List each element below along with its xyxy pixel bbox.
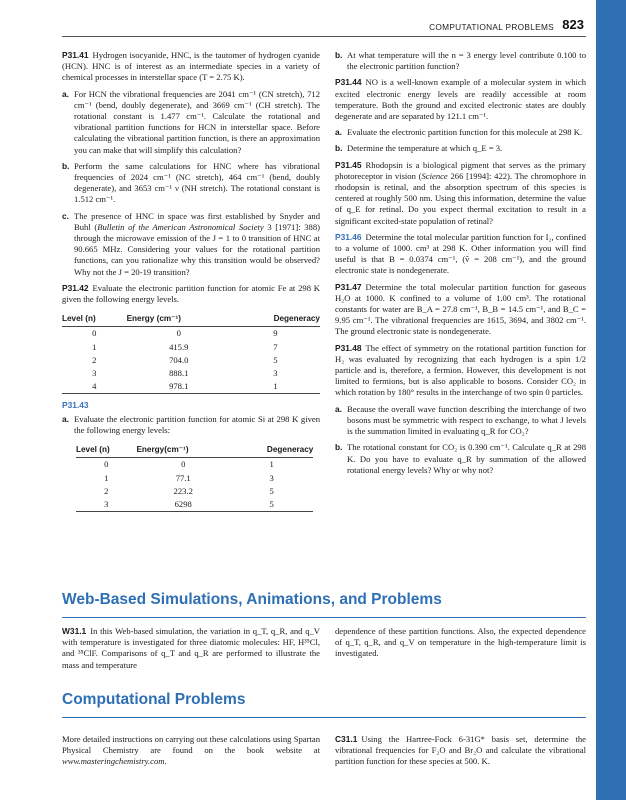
problem-number: P31.47	[335, 281, 362, 292]
subpart-c: c. The presence of HNC in space was first established by Snyder and Buhl (Bulletin of the American Astronomical Society 3 [1971]: 388) through the microwave emission of the J = 1 to 0 transition of HNC at 90.665 MHz. Considering your values for the rotational partition functions, can you rationalize why this transition would be observed? Why not the J = 20-19 transition?	[62, 210, 320, 277]
subpart-b: b. Determine the temperature at which q_E = 3.	[335, 143, 503, 154]
problem-p31-41	[62, 50, 320, 84]
problem-text: NO is a well-known example of a molecular system in which excited electronic energy levels are readily accessible at room temperature. Both the ground and excited electronic states are doubly degenerate and are separated by 121.1 cm⁻¹.	[335, 77, 586, 122]
problem-number: C31.1	[335, 734, 358, 744]
running-head: COMPUTATIONAL PROBLEMS	[429, 22, 554, 32]
problem-text: The effect of symmetry on the rotational partition function for H₂ was evaluated by recognizing that each hydrogen is a spin 1/2 particle and is, therefore, a fermion. However, this development is not limited to fermions, but is also applicable to bosons. Consider CO₂ in which rotation by 180° results in the interchange of two spin 0 particles.	[335, 342, 586, 398]
problem-p31-44	[335, 77, 586, 122]
website-link[interactable]: www.masteringchemistry.com	[62, 756, 165, 767]
fe-energy-table	[62, 310, 320, 394]
computational-section-heading: Computational Problems	[62, 691, 246, 708]
problem-text: Evaluate the electronic partition function for atomic Fe at 298 K given the following energy levels.	[62, 282, 320, 305]
table-row: 4 978.1 1	[62, 380, 320, 394]
problem-p31-45: P31.45 Rhodopsin is a biological pigment that serves as the primary photoreceptor in vision (Science 266 [1994]: 422). The chromophore in rhodopsin is retinal, and the absorption spectrum of this species is centered at roughly 500 nm. Using this information, determine the value of q_E for retinal. Do you expect thermal excitation to result in a significant excited-state population of retinal?	[335, 159, 586, 226]
problem-p31-42	[62, 283, 320, 305]
si-energy-table	[76, 441, 313, 512]
header-rule	[62, 36, 586, 37]
computational-intro: More detailed instructions on carrying out these calculations using Spartan Physical Chemistry are found on the book website at www.masteringchemistry.com.	[62, 734, 320, 767]
subpart-a: a. Evaluate the electronic partition function for atomic Si at 298 K given the following energy levels:	[62, 413, 320, 435]
table-row: 1 415.9 7	[92, 341, 278, 352]
page-edge-bar	[596, 0, 626, 800]
journal-name: Science	[421, 170, 448, 181]
subpart-b: b. Perform the same calculations for HNC where has vibrational frequencies of 2024 cm⁻¹ (NC stretch), 464 cm⁻¹ (bend, doubly degenerate), and 3653 cm⁻¹ ν (NH stretch). The rotational constant is 1.512 cm⁻¹.	[62, 160, 320, 205]
table-row: 3 888.1 3	[92, 368, 278, 379]
problem-c31-1: C31.1 Using the Hartree-Fock 6-31G* basis set, determine the vibrational frequencies for F₂O and Br₂O and calculate the vibrational partition function for these species at 500. K.	[335, 734, 586, 767]
subpart-b: b. At what temperature will the n = 3 energy level contribute 0.100 to the electronic partition function?	[335, 50, 586, 72]
table-row: 1 77.1 3	[104, 472, 274, 483]
problem-number: P31.42	[62, 282, 89, 293]
column-header: Level (n)	[76, 441, 136, 458]
table-row: 3 6298 5	[76, 498, 313, 512]
subpart-b: b. The rotational constant for CO₂ is 0.390 cm⁻¹. Calculate q_R at 298 K. Do you have to evaluate q_R by summation of the allowed rotational energy levels? Why or why not?	[335, 442, 586, 475]
problem-text: Determine the total molecular partition function for I₂, confined to a volume of 1000. cm³ at 298 K. Other information you will find useful is that B = 0.0374 cm⁻¹, (ṽ = 208 cm⁻¹), and the ground electronic state is nondegenerate.	[335, 231, 586, 276]
left-column	[62, 50, 320, 518]
column-header: Energy (cm⁻¹)	[127, 310, 231, 327]
problem-number: P31.41	[62, 50, 89, 60]
problem-text: Determine the total molecular partition function for gaseous H₂O at 1000. K confined to a volume of 1.00 cm³. The rotational constants for water are B_A = 27.8 cm⁻¹, B_B = 14.5 cm⁻¹, and B_C = 9.95 cm⁻¹. The vibrational frequencies are 1615, 3694, and 3802 cm⁻¹. The ground electronic state is nondegenerate.	[335, 281, 586, 337]
web-section-heading: Web-Based Simulations, Animations, and Problems	[62, 591, 442, 608]
problem-p31-48	[335, 343, 586, 399]
problem-text: Hydrogen isocyanide, HNC, is the tautomer of hydrogen cyanide (HCN). HNC is of interest as an intermediate species in a variety of chemical processes in interstellar space (T = 2.75 K).	[62, 50, 320, 83]
section-rule	[62, 717, 586, 718]
right-column	[335, 50, 586, 481]
problem-number: P31.45	[335, 159, 362, 170]
problem-number: W31.1	[62, 626, 87, 636]
subpart-a: a. For HCN the vibrational frequencies are 2041 cm⁻¹ (CN stretch), 712 cm⁻¹ (bend, doubly degenerate), and 3669 cm⁻¹ (CH stretch). The rotational constant is 1.477 cm⁻¹. Calculate the rotational and vibrational partition functions for HCN in interstellar space. Before calculating the vibrational partition function, is there an approximation you can make that will simplify this calculation?	[62, 88, 320, 155]
table-row: 2 223.2 5	[104, 485, 274, 496]
problem-number: P31.46	[335, 231, 362, 242]
column-header: Energy(cm⁻¹)	[136, 441, 230, 458]
problem-number: P31.44	[335, 77, 362, 88]
problem-number: P31.48	[335, 342, 362, 353]
table-row: 2 704.0 5	[92, 354, 278, 365]
subpart-a: a. Because the overall wave function describing the interchange of two bosons must be symmetric with respect to exchange, to what J levels is the summation limited in evaluating q_R for CO₂?	[335, 403, 586, 437]
table-row: 0 0 9	[92, 328, 278, 339]
column-header: Degeneracy	[231, 310, 320, 327]
web-problem-right: dependence of these partition functions. Also, the expected dependence of q_T, q_R, and q_V on temperature in the high-temperature limit is investigated.	[335, 626, 586, 659]
problem-number: P31.43	[62, 400, 89, 411]
column-header: Degeneracy	[230, 441, 313, 458]
problem-p31-43	[62, 400, 320, 411]
column-header: Level (n)	[62, 310, 127, 327]
web-problem-left: W31.1 In this Web-based simulation, the variation in q_T, q_R, and q_V with temperature is investigated for three diatomic molecules: HF, H³⁵Cl, and ³⁵ClF. Comparisons of q_T and q_R are performed to illustrate the mass and temperature	[62, 626, 320, 670]
citation: Bulletin of the American Astronomical Society	[97, 221, 264, 232]
table-row: 0 0 1	[104, 459, 274, 470]
subpart-a: a. Evaluate the electronic partition function for this molecule at 298 K.	[335, 127, 583, 138]
problem-p31-46	[335, 232, 586, 277]
problem-p31-47	[335, 282, 586, 338]
page-number: 823	[562, 17, 584, 32]
section-rule	[62, 617, 586, 618]
